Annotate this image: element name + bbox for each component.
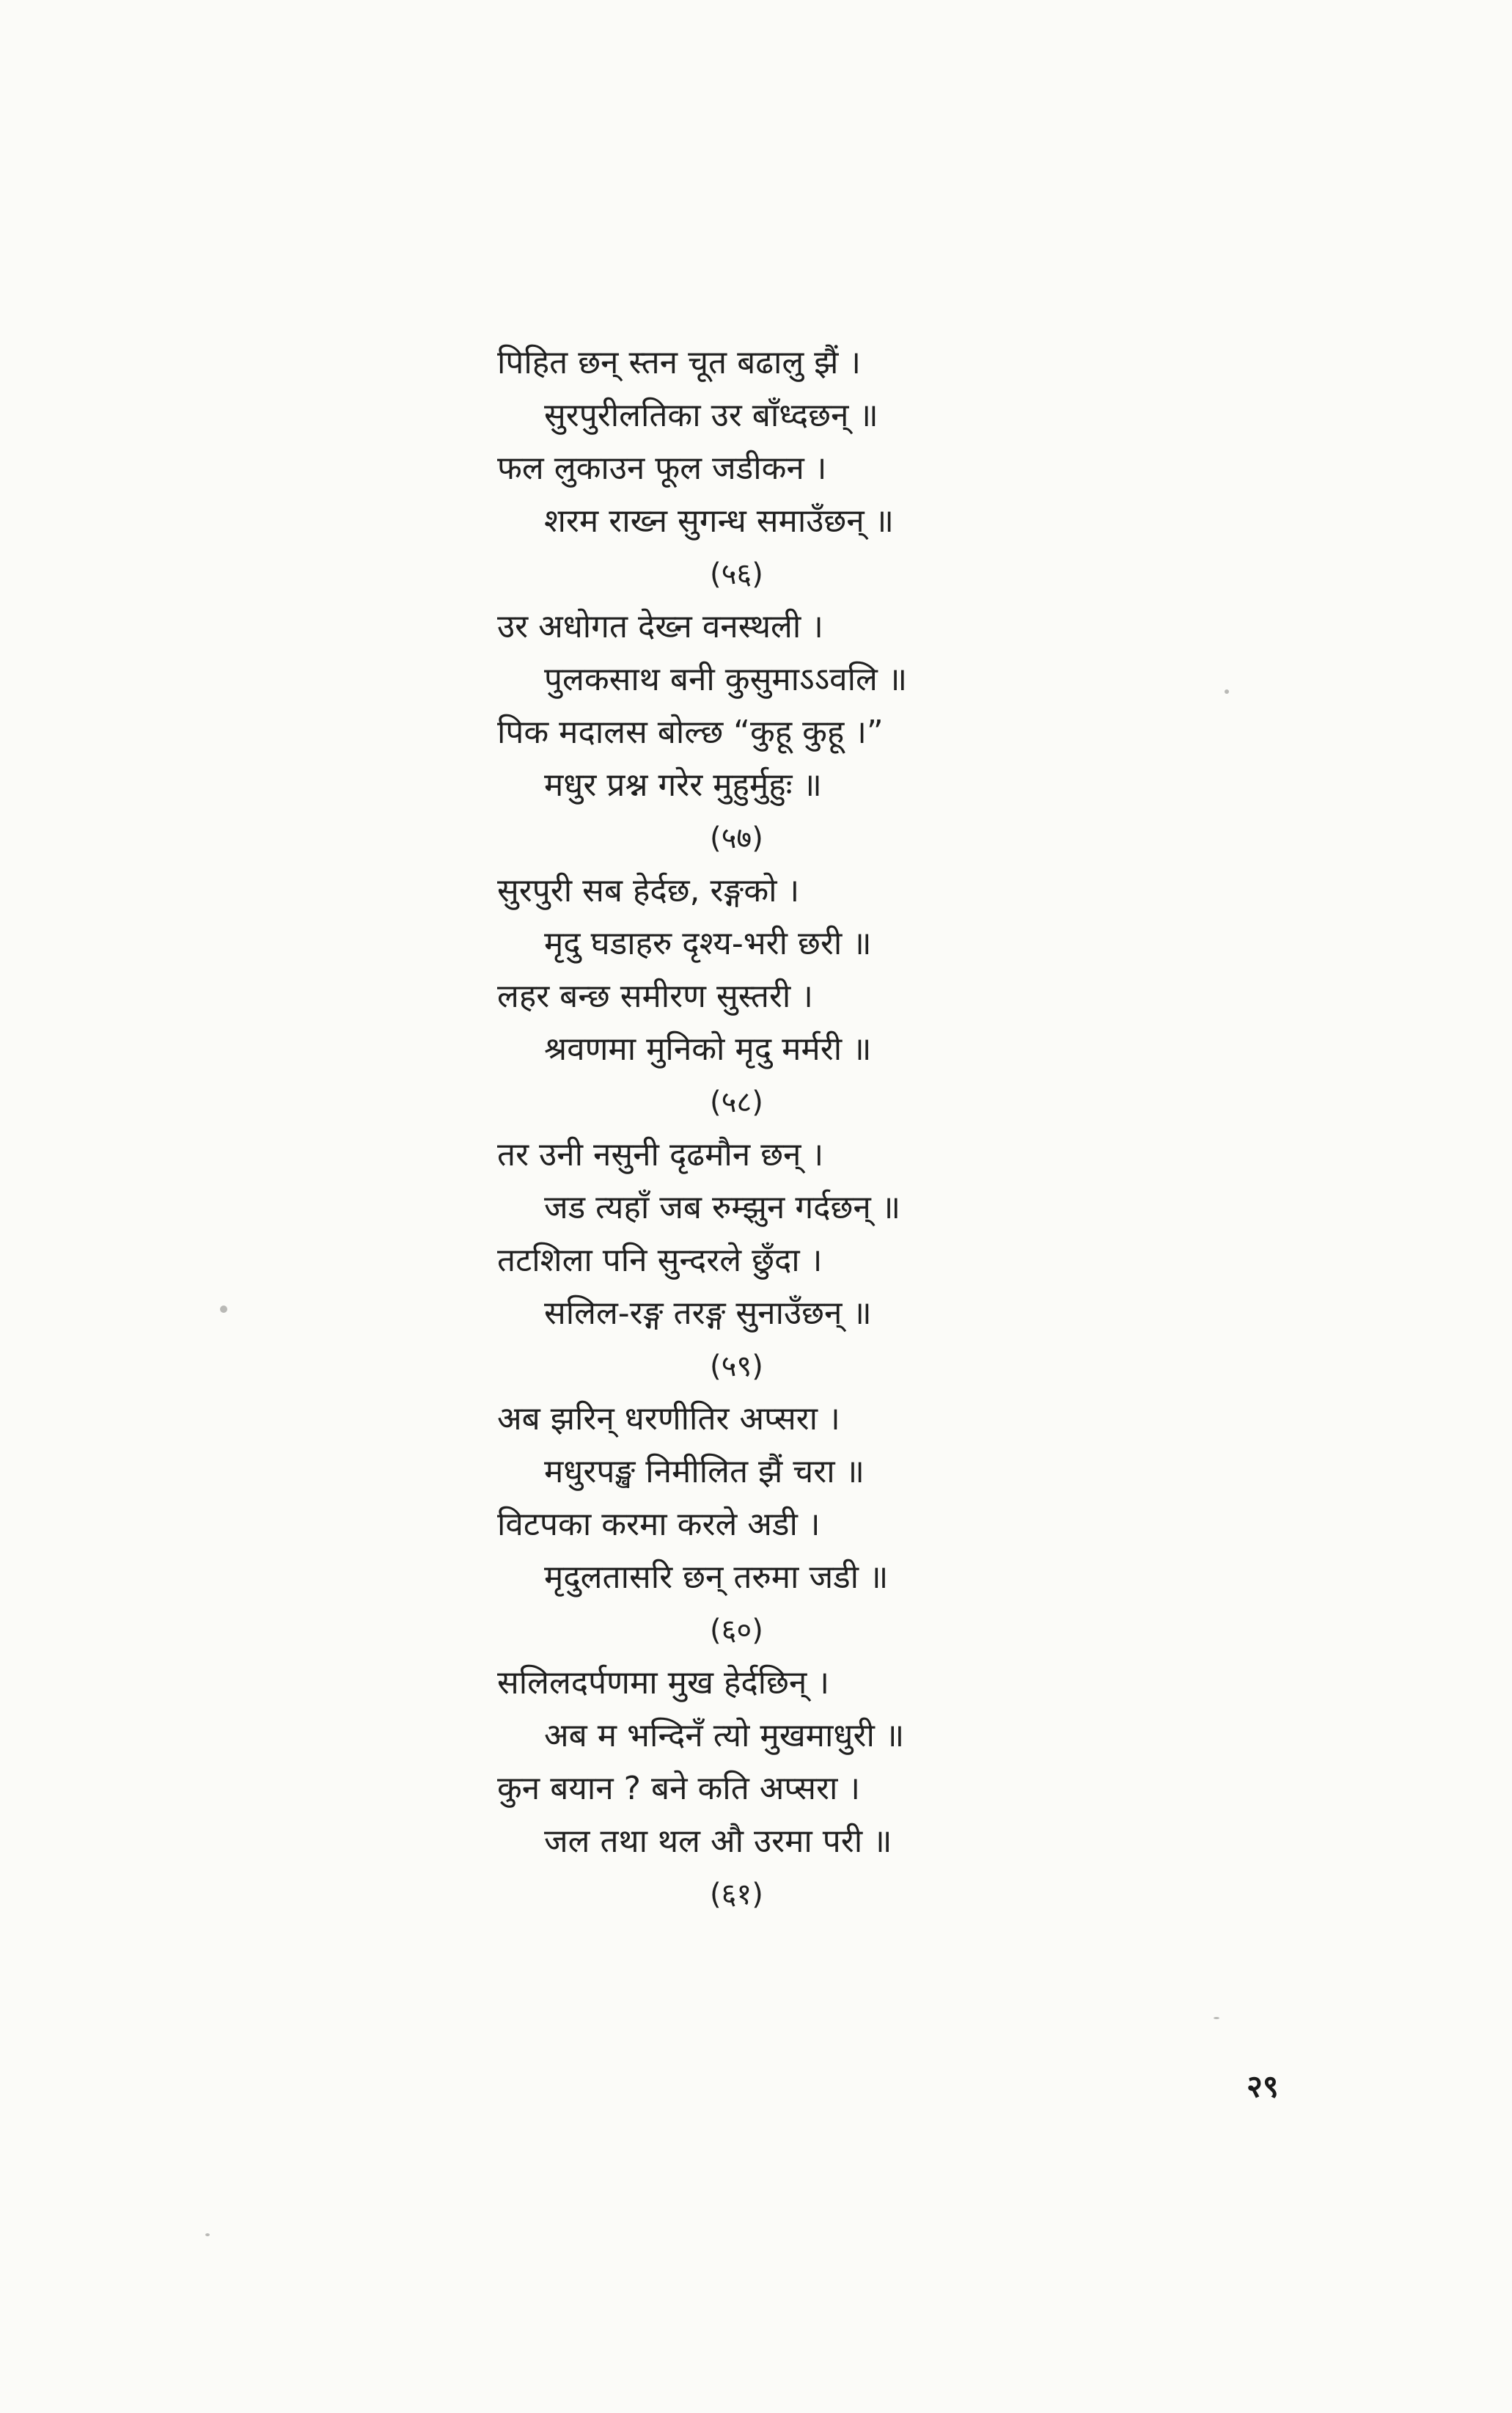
verse-line: पिक मदालस बोल्छ “कुहू कुहू ।” — [497, 714, 884, 751]
verse-line: सुरपुरीलतिका उर बाँध्दछन् ॥ — [544, 397, 878, 434]
scan-speck — [1214, 2017, 1219, 2019]
verse-line: शरम राख्न सुगन्ध समाउँछन् ॥ — [544, 502, 894, 540]
stanza — [497, 337, 1054, 601]
scan-speck — [205, 2233, 210, 2236]
stanza — [497, 601, 1054, 865]
verse-line: फल लुकाउन फूल जडीकन । — [497, 450, 827, 487]
stanza — [497, 1129, 1054, 1393]
verse-line: सलिलदर्पणमा मुख हेर्दछिन् । — [497, 1664, 830, 1702]
verse-line: मधुरपङ्ख निमीलित झैं चरा ॥ — [544, 1453, 865, 1490]
verse-line: विटपका करमा करले अडी । — [497, 1506, 821, 1543]
stanza — [497, 1657, 1054, 1921]
verse-line: उर अधोगत देख्न वनस्थली । — [497, 608, 823, 645]
verse-line: सुरपुरी सब हेर्दछ, रङ्गको । — [497, 872, 800, 909]
stanza-number: (५७) — [710, 821, 763, 855]
stanza-number: (५९) — [710, 1350, 763, 1383]
verse-line: जड त्यहाँ जब रुम्झुन गर्दछन् ॥ — [544, 1189, 901, 1226]
verse-line: मृदु घडाहरु दृश्य-भरी छरी ॥ — [544, 925, 872, 962]
verse-line: कुन बयान ? बने कति अप्सरा । — [497, 1770, 860, 1807]
verse-line: मृदुलतासरि छन् तरुमा जडी ॥ — [544, 1559, 889, 1596]
verse-line: पिहित छन् स्तन चूत बढालु झैं । — [497, 344, 862, 381]
stanza-number: (६०) — [710, 1614, 763, 1647]
stanza-number: (६१) — [710, 1878, 763, 1911]
verse-line: मधुर प्रश्न गरेर मुहुर्मुहुः ॥ — [544, 766, 822, 804]
verse-line: सलिल-रङ्ग तरङ्ग सुनाउँछन् ॥ — [544, 1295, 872, 1332]
verse-line: तर उनी नसुनी दृढमौन छन् । — [497, 1136, 824, 1173]
page-number: २९ — [1247, 2068, 1279, 2104]
poem-body — [497, 337, 1054, 1921]
scan-speck — [1225, 689, 1229, 694]
verse-line: श्रवणमा मुनिको मृदु मर्मरी ॥ — [544, 1030, 872, 1068]
verse-line: जल तथा थल औ उरमा परी ॥ — [544, 1823, 892, 1860]
scan-speck — [220, 1306, 227, 1313]
verse-line: पुलकसाथ बनी कुसुमाऽऽवलि ॥ — [544, 661, 908, 698]
verse-line: तटशिला पनि सुन्दरले छुँदा । — [497, 1242, 823, 1279]
verse-line: लहर बन्छ समीरण सुस्तरी । — [497, 978, 813, 1015]
stanza — [497, 865, 1054, 1129]
stanza — [497, 1393, 1054, 1657]
stanza-number: (५८) — [710, 1085, 763, 1119]
verse-line: अब झरिन् धरणीतिर अप्सरा । — [497, 1400, 840, 1438]
stanza-number: (५६) — [710, 557, 763, 591]
verse-line: अब म भन्दिनँ त्यो मुखमाधुरी ॥ — [544, 1717, 905, 1754]
